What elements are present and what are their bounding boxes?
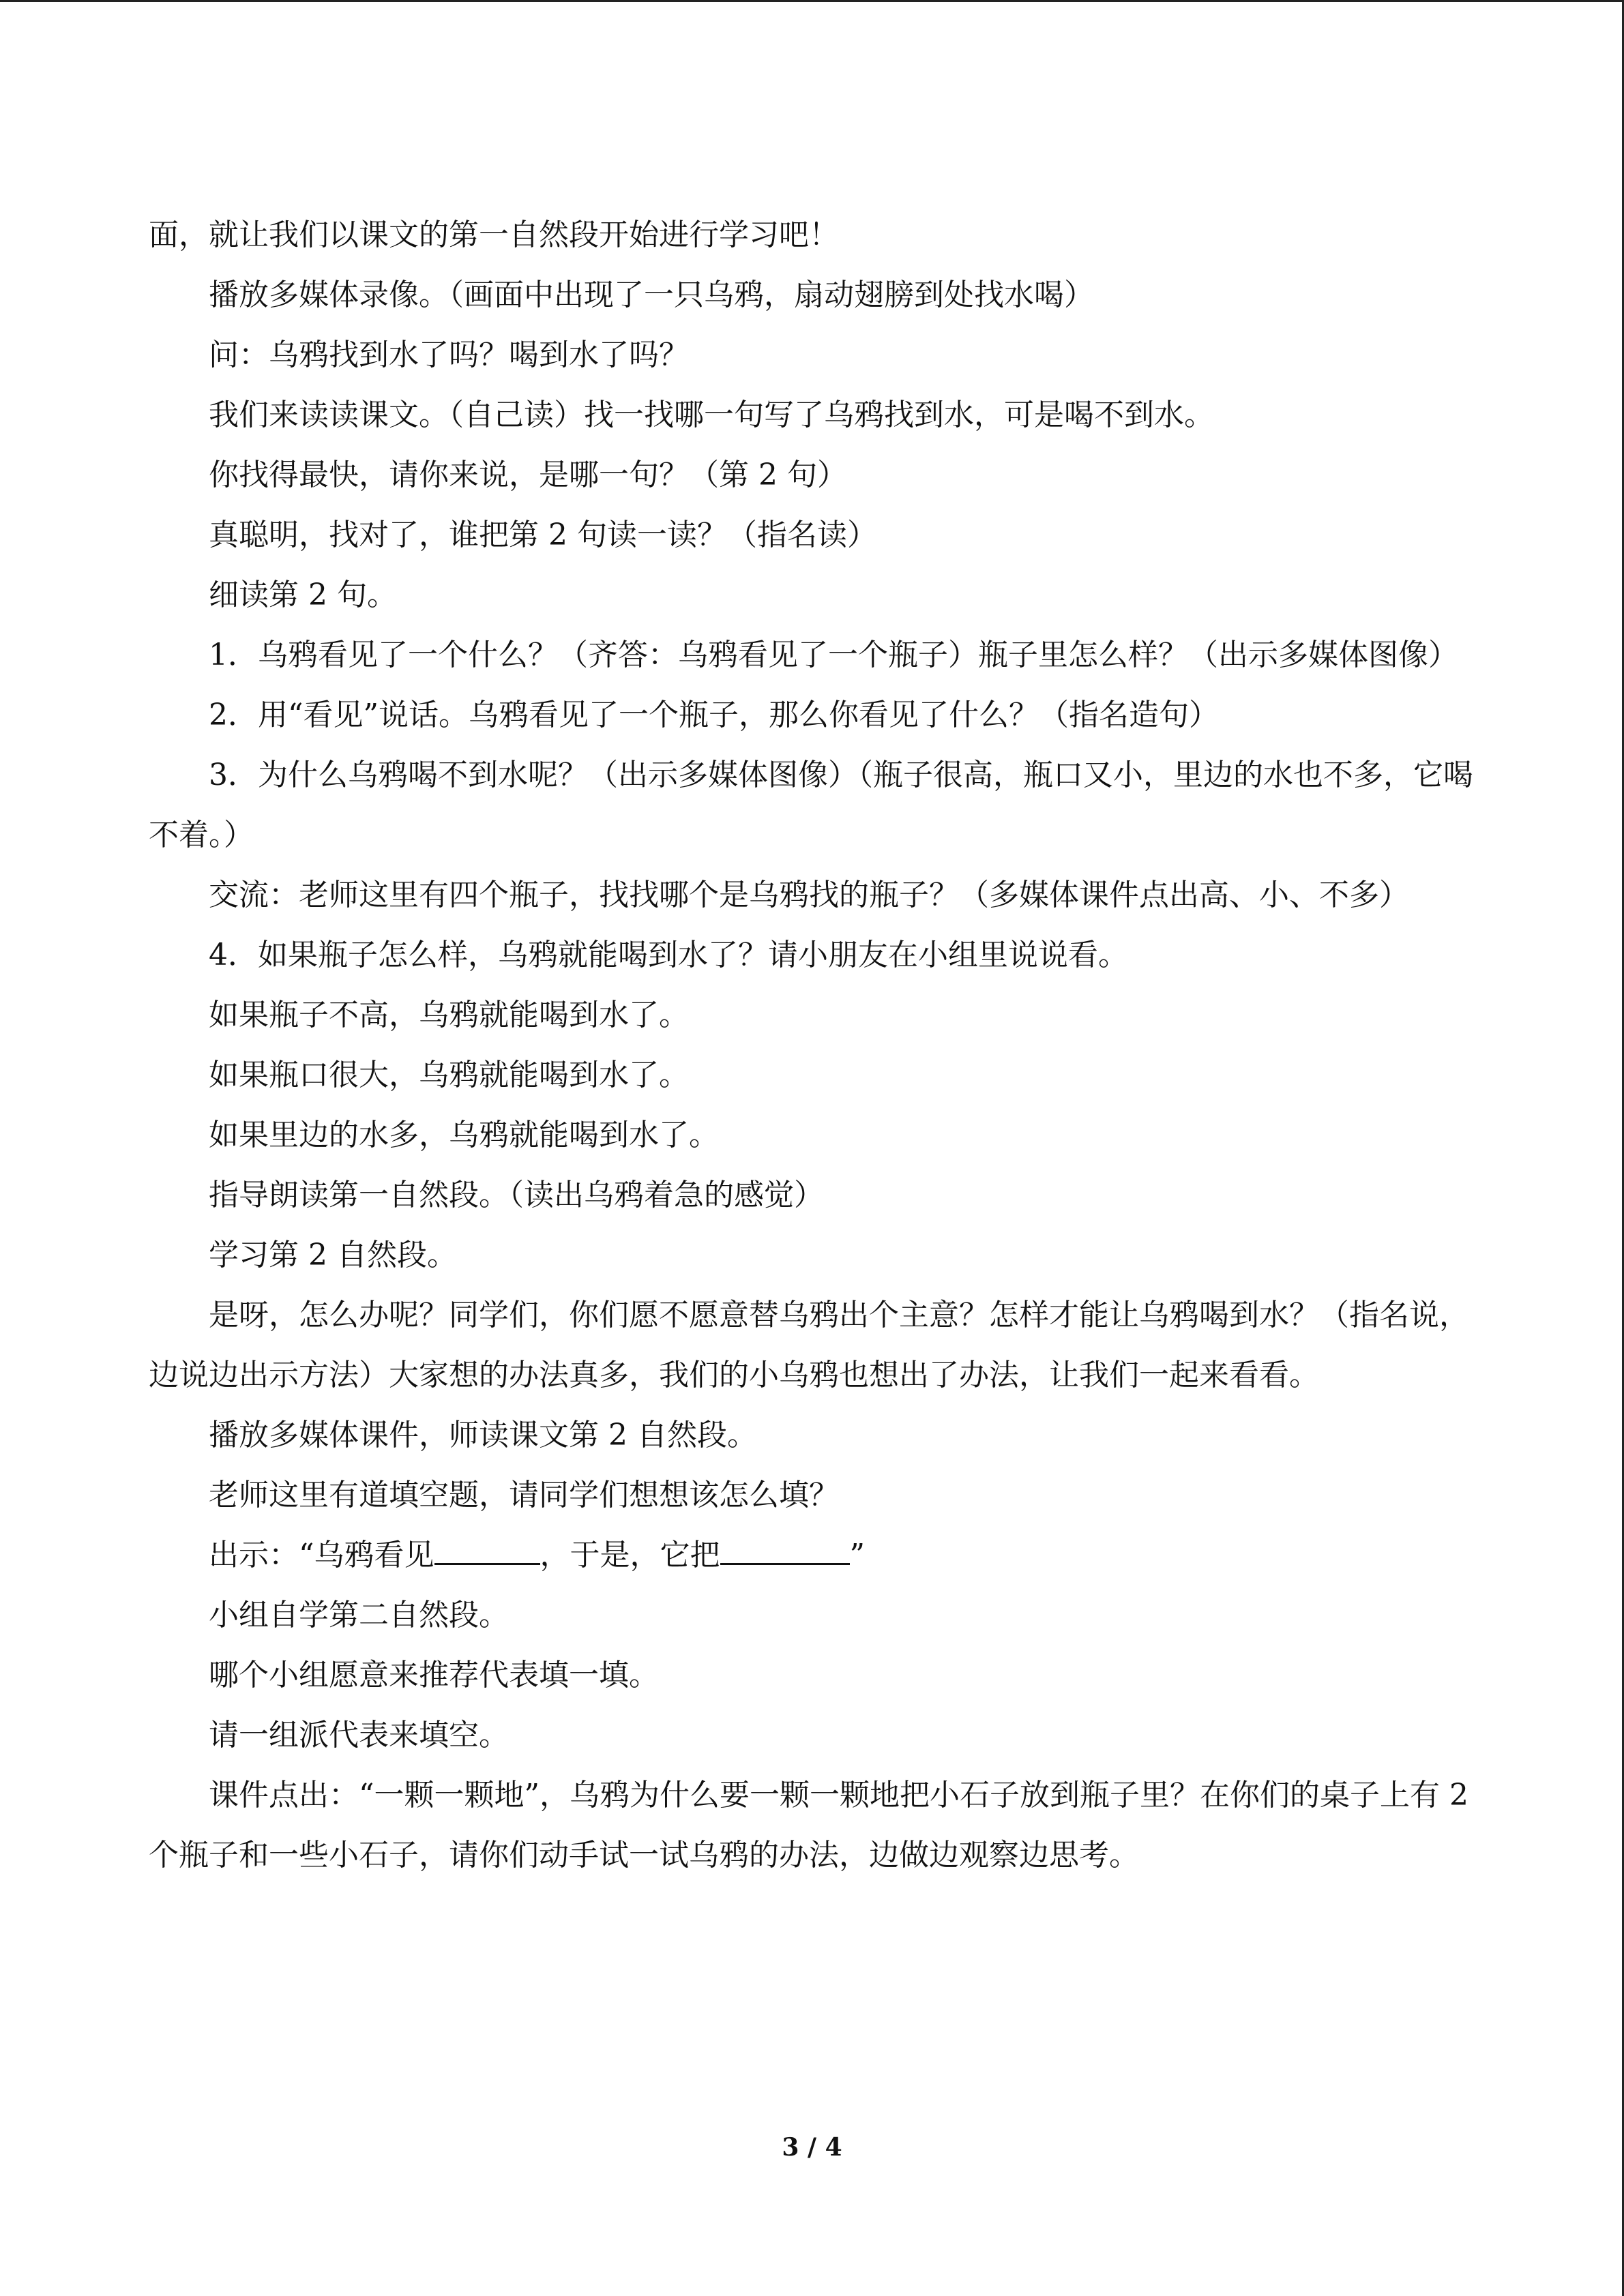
paragraph: 真聪明，找对了，谁把第 2 句读一读？（指名读）: [209, 518, 877, 552]
paragraph: 指导朗读第一自然段。（读出乌鸦着急的感觉）: [209, 1178, 824, 1212]
paragraph: 小组自学第二自然段。: [209, 1598, 509, 1632]
fill-blank-prefix: 出示：“乌鸦看见: [209, 1538, 434, 1572]
blank-line: [720, 1536, 850, 1565]
document-body: [149, 205, 1479, 1885]
paragraph: 播放多媒体录像。（画面中出现了一只乌鸦，扇动翅膀到处找水喝）: [209, 278, 1094, 312]
fill-blank-middle: ，于是，它把: [540, 1538, 720, 1572]
paragraph: 请一组派代表来填空。: [209, 1718, 509, 1753]
paragraph: 哪个小组愿意来推荐代表填一填。: [209, 1658, 659, 1693]
paragraph: 课件点出：“一颗一颗地”，乌鸦为什么要一颗一颗地把小石子放到瓶子里？在你们的桌子上有 2 个瓶子和一些小石子，请你们动手试一试乌鸦的办法，边做边观察边思考。: [149, 1778, 1478, 1873]
paragraph: 播放多媒体课件，师读课文第 2 自然段。: [209, 1418, 757, 1452]
paragraph: 4．如果瓶子怎么样，乌鸦就能喝到水了？请小朋友在小组里说说看。: [209, 938, 1128, 972]
paragraph: 如果瓶子不高，乌鸦就能喝到水了。: [209, 998, 689, 1032]
paragraph: 老师这里有道填空题，请同学们想想该怎么填？: [209, 1478, 839, 1512]
paragraph: 交流：老师这里有四个瓶子，找找哪个是乌鸦找的瓶子？（多媒体课件点出高、小、不多）: [209, 878, 1409, 912]
paragraph: 问：乌鸦找到水了吗？喝到水了吗？: [209, 338, 689, 372]
paragraph: 学习第 2 自然段。: [209, 1238, 457, 1272]
paragraph: 2．用“看见”说话。乌鸦看见了一个瓶子，那么你看见了什么？（指名造句）: [209, 698, 1219, 732]
fill-in-blank-sentence: [149, 1525, 1479, 1585]
fill-blank-suffix: ”: [849, 1538, 865, 1572]
paragraph: 你找得最快，请你来说，是哪一句？（第 2 句）: [209, 458, 847, 492]
paragraph: 是呀，怎么办呢？同学们，你们愿不愿意替乌鸦出个主意？怎样才能让乌鸦喝到水？（指名说，边说边出示方法）大家想的办法真多，我们的小乌鸦也想出了办法，让我们一起来看看。: [149, 1298, 1469, 1392]
paragraph: 我们来读读课文。（自己读）找一找哪一句写了乌鸦找到水，可是喝不到水。: [209, 398, 1214, 432]
paragraph: 如果瓶口很大，乌鸦就能喝到水了。: [209, 1058, 689, 1092]
blank-line: [434, 1536, 540, 1565]
page-number: 3 / 4: [782, 2133, 842, 2162]
paragraph: 1．乌鸦看见了一个什么？（齐答：乌鸦看见了一个瓶子）瓶子里怎么样？（出示多媒体图像）: [209, 638, 1458, 672]
paragraph: 面，就让我们以课文的第一自然段开始进行学习吧！: [149, 218, 839, 252]
paragraph: 细读第 2 句。: [209, 578, 397, 612]
paragraph: 3．为什么乌鸦喝不到水呢？（出示多媒体图像）（瓶子很高，瓶口又小，里边的水也不多，它喝不着。）: [149, 758, 1473, 852]
paragraph: 如果里边的水多，乌鸦就能喝到水了。: [209, 1118, 719, 1152]
